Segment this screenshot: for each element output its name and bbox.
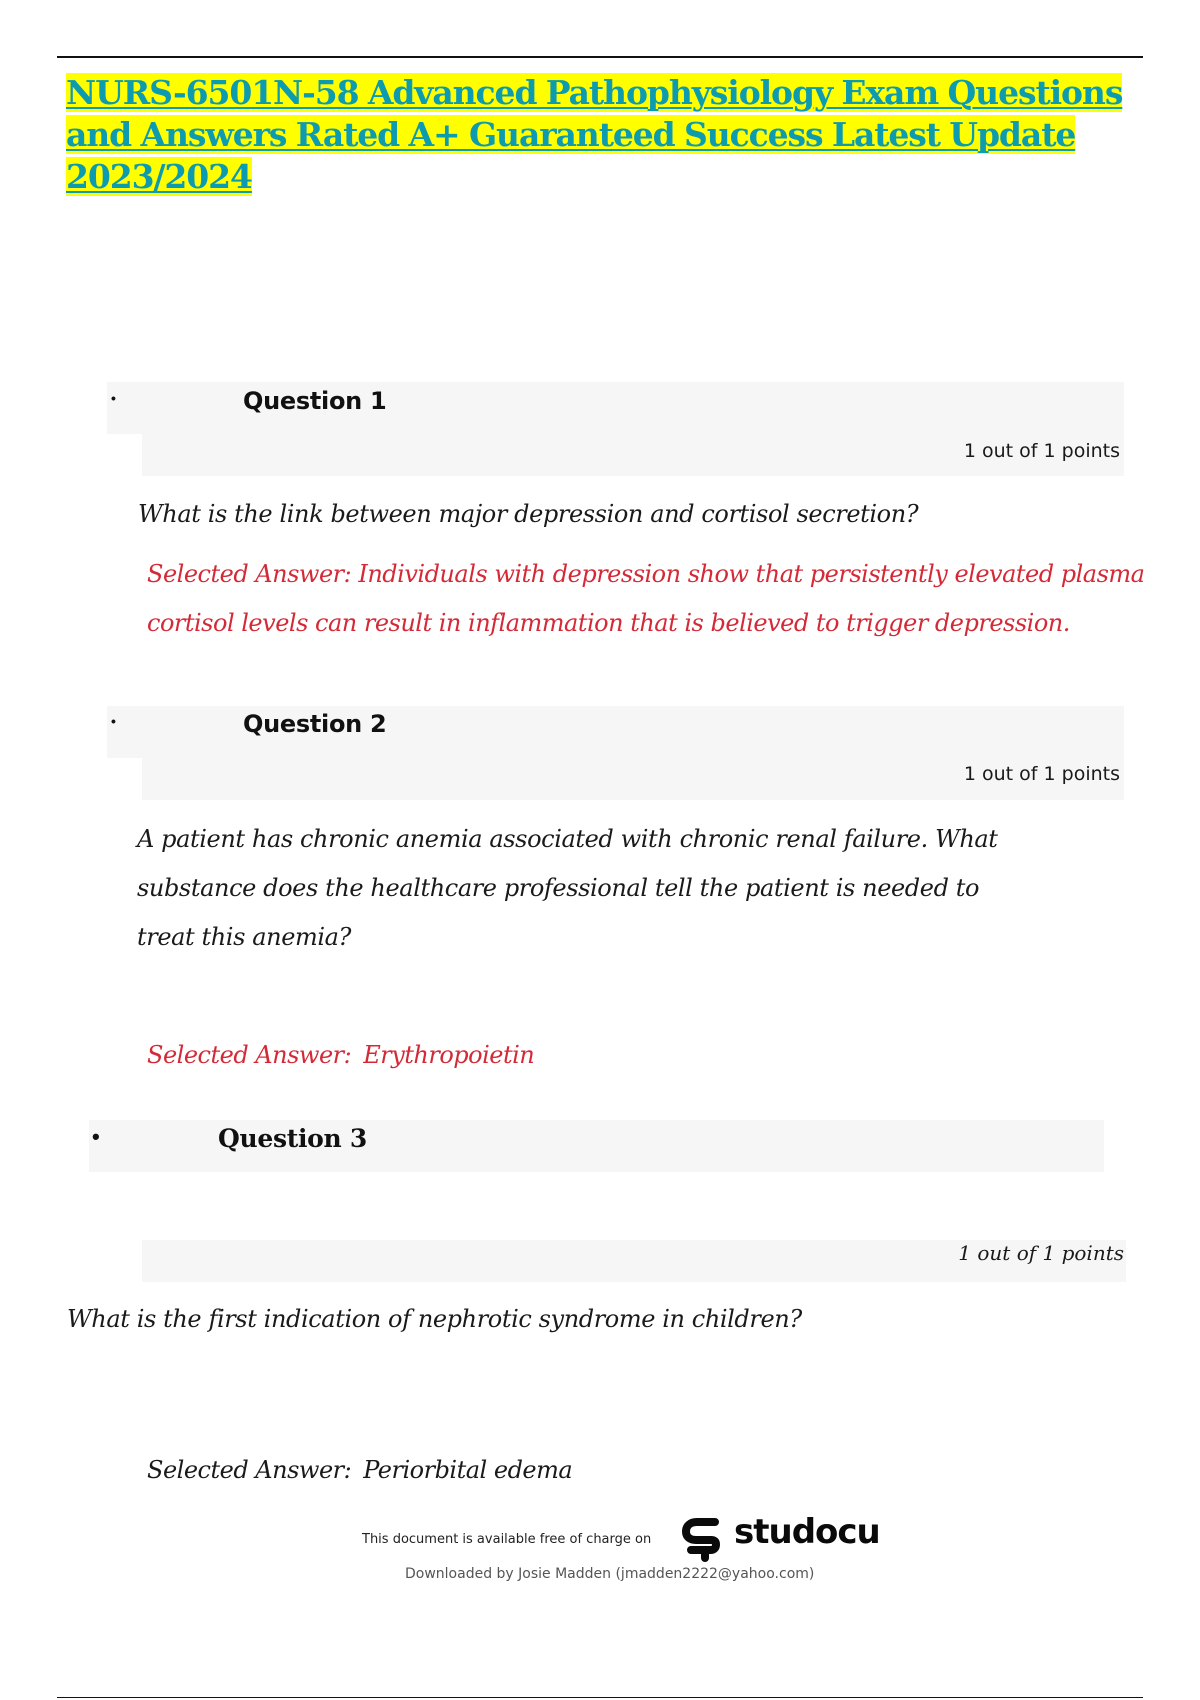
bullet-icon: • (92, 1124, 100, 1149)
question-2-title: Question 2 (243, 710, 387, 738)
question-3-title: Question 3 (218, 1124, 367, 1153)
question-1-answer-label: Selected Answer: (147, 560, 352, 588)
bullet-icon: • (111, 390, 116, 406)
document-title (66, 72, 1136, 198)
question-3-answer-label: Selected Answer: (147, 1456, 352, 1484)
question-3-text: What is the first indication of nephrotic syndrome in children? (67, 1305, 802, 1333)
question-2-points: 1 out of 1 points (963, 763, 1120, 785)
top-rule (57, 56, 1143, 58)
bottom-rule (57, 1697, 1143, 1698)
studocu-logo-icon (681, 1516, 727, 1562)
question-1-points: 1 out of 1 points (963, 440, 1120, 462)
question-3-answer-value: Periorbital edema (363, 1456, 573, 1484)
question-1-answer (147, 550, 1147, 648)
question-2-answer-label: Selected Answer: (147, 1041, 352, 1069)
question-1-text: What is the link between major depression and cortisol secretion? (138, 500, 919, 528)
document-title-text: NURS-6501N-58 Advanced Pathophysiology Exam Questions and Answers Rated A+ Guaranteed Success Latest Update 2023/2024 (66, 73, 1123, 196)
question-3-answer (147, 1446, 1047, 1495)
footer-available-text: This document is available free of charge on (362, 1532, 652, 1547)
studocu-brand: studocu (734, 1512, 880, 1552)
question-2-text: A patient has chronic anemia associated with chronic renal failure. What substance does the healthcare professional tell the patient is needed to treat this anemia? (137, 825, 998, 951)
footer-downloaded-by: Downloaded by Josie Madden (jmadden2222@yahoo.com) (405, 1566, 815, 1582)
bullet-icon: • (111, 713, 116, 729)
question-1-answer-value: Individuals with depression show that persistently elevated plasma cortisol levels can result in inflammation that is believed to trigger depression. (147, 560, 1145, 637)
question-2-answer-value: Erythropoietin (363, 1041, 535, 1069)
question-3-points: 1 out of 1 points (958, 1241, 1124, 1265)
question-2-answer (147, 1031, 1047, 1080)
question-1-title: Question 1 (243, 387, 387, 415)
